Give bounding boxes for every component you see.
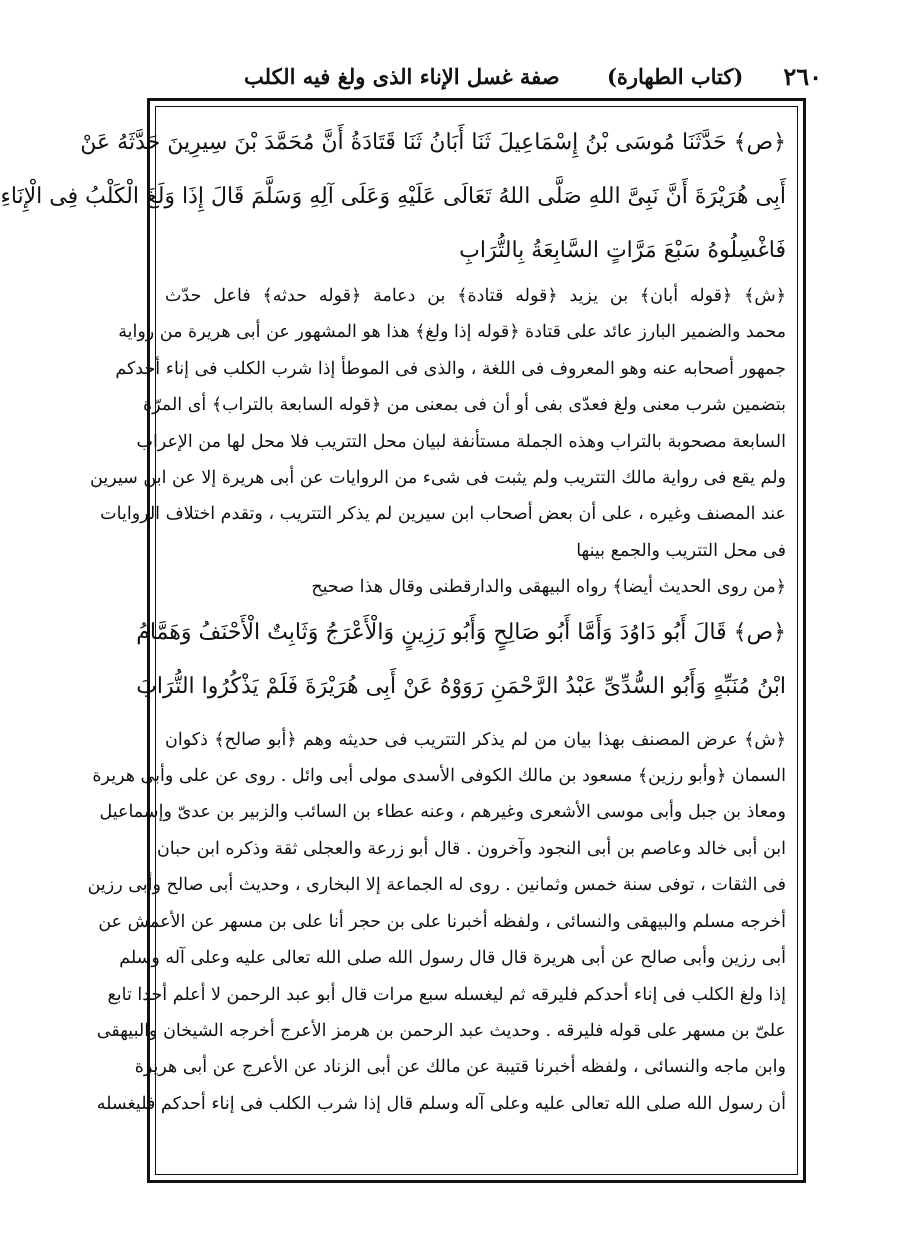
- commentary-2: [87, 722, 786, 1122]
- page-number: ٢٦٠: [783, 61, 822, 91]
- text-line: ابن أبى خالد وعاصم بن أبى النجود وآخرون . قال أبو زرعة والعجلى ثقة وذكره ابن حبان: [156, 838, 786, 859]
- text-line: ﴿ش﴾ عرض المصنف بهذا بيان من لم يذكر التتريب فى حديثه وهم ﴿أبو صالح﴾ ذكوان: [165, 729, 786, 750]
- hadith-text-1: [0, 116, 786, 278]
- text-line: فى الثقات ، توفى سنة خمس وثمانين . روى له الجماعة إلا البخارى ، وحديث أبى صالح وأبى رزين: [87, 875, 786, 896]
- text-line: بتضمين شرب معنى ولغ فعدّى بفى أو أن فى بمعنى من ﴿قوله السابعة بالتراب﴾ أى المرّة: [143, 395, 786, 416]
- chapter-title: صفة غسل الإناء الذى ولغ فيه الكلب: [244, 63, 560, 89]
- text-line: جمهور أصحابه عنه وهو المعروف فى اللغة ، والذى فى الموطأ إذا شرب الكلب فى إناء أحدكم: [115, 358, 786, 379]
- text-line: أبى رزين وأبى صالح عن أبى هريرة قال قال رسول الله صلى الله تعالى عليه وعلى آله وسلم: [119, 948, 786, 969]
- text-line: إذا ولغ الكلب فى إناء أحدكم فليرقه ثم ليغسله سبع مرات قال أبو عبد الرحمن لا أعلم أحدا تابع: [107, 984, 786, 1005]
- text-line: ﴿ش﴾ ﴿قوله أبان﴾ بن يزيد ﴿قوله قتادة﴾ بن دعامة ﴿قوله حدثه﴾ فاعل حدّث: [165, 286, 786, 306]
- text-line: أَبِى هُرَيْرَةَ أَنَّ نَبِىَّ اللهِ صَلَّى اللهُ تَعَالَى عَلَيْهِ وَعَلَى آلِهِ وَسَلَّمَ قَالَ إِذَا وَلَغَ الْكَلْبُ فِى الْإِنَاءِ: [0, 184, 786, 209]
- text-line: أن رسول الله صلى الله تعالى عليه وعلى آله وسلم قال إذا شرب الكلب فى إناء أحدكم فليغسله: [96, 1093, 786, 1114]
- commentary-1: [90, 278, 786, 606]
- text-line: ﴿ص﴾ قَالَ أَبُو دَاوُدَ وَأَمَّا أَبُو صَالِحٍ وَأَبُو رَزِينٍ وَالْأَعْرَجُ وَثَابِتٌ الْأَحْنَفُ وَهَمَّامُ: [136, 619, 786, 645]
- text-line: عند المصنف وغيره ، على أن بعض أصحاب ابن سيرين لم يذكر التتريب ، وتقدم اختلاف الروايات: [100, 504, 786, 525]
- page-body: [0, 110, 796, 1172]
- text-line: ومعاذ بن جبل وأبى موسى الأشعرى وغيرهم ، وعنه عطاء بن السائب والزبير بن عدىّ وإسماعيل: [99, 802, 786, 823]
- text-line: ولم يقع فى رواية مالك التتريب ولم يثبت فى شىء من الروايات عن أبى هريرة إلا عن ابن سيرين: [90, 468, 786, 489]
- text-line: ﴿ص﴾ حَدَّثَنَا مُوسَى بْنُ إِسْمَاعِيلَ ثَنَا أَبَانُ ثَنَا قَتَادَةُ أَنَّ مُحَمَّدَ بْنَ سِيرِينَ حَدَّثَهُ عَنْ: [80, 130, 786, 155]
- text-line: وابن ماجه والنسائى ، ولفظه أخبرنا قتيبة عن مالك عن أبى الزناد عن الأعرج عن أبى هريرة: [134, 1057, 786, 1078]
- text-line: ابْنُ مُنَبِّهٍ وَأَبُو السُّدِّىِّ عَبْدُ الرَّحْمَنِ رَوَوْهُ عَنْ أَبِى هُرَيْرَةَ فَلَمْ يَذْكُرُوا التُّرَابَ: [136, 673, 786, 699]
- text-line: علىّ بن مسهر على قوله فليرقه . وحديث عبد الرحمن بن هرمز الأعرج أخرجه الشيخان والبيهقى: [96, 1020, 786, 1041]
- spacer: [165, 714, 786, 722]
- text-line: السمان ﴿وأبو رزين﴾ مسعود بن مالك الكوفى الأسدى مولى أبى وائل . روى عن على وأبى هريرة: [92, 766, 786, 787]
- text-line: فَاغْسِلُوهُ سَبْعَ مَرَّاتٍ السَّابِعَةُ بِالتُّرَابِ: [459, 238, 786, 263]
- page-header: [244, 56, 822, 96]
- text-line: محمد والضمير البارز عائد على قتادة ﴿قوله إذا ولغ﴾ هذا هو المشهور عن أبى هريرة من رواية: [118, 322, 786, 343]
- book-title: (كتاب الطهارة): [606, 63, 744, 89]
- text-line: أخرجه مسلم والبيهقى والنسائى ، ولفظه أخبرنا على بن حجر أنا على بن مسهر عن الأعمش عن: [98, 911, 786, 932]
- hadith-text-2: [136, 606, 786, 714]
- text-line: ﴿من روى الحديث أيضا﴾ رواه البيهقى والدارقطنى وقال هذا صحيح: [311, 577, 786, 598]
- text-line: فى محل التتريب والجمع بينها: [576, 540, 786, 561]
- text-line: السابعة مصحوبة بالتراب وهذه الجملة مستأنفة لبيان محل التتريب فلا محل لها من الإعراب: [136, 431, 786, 452]
